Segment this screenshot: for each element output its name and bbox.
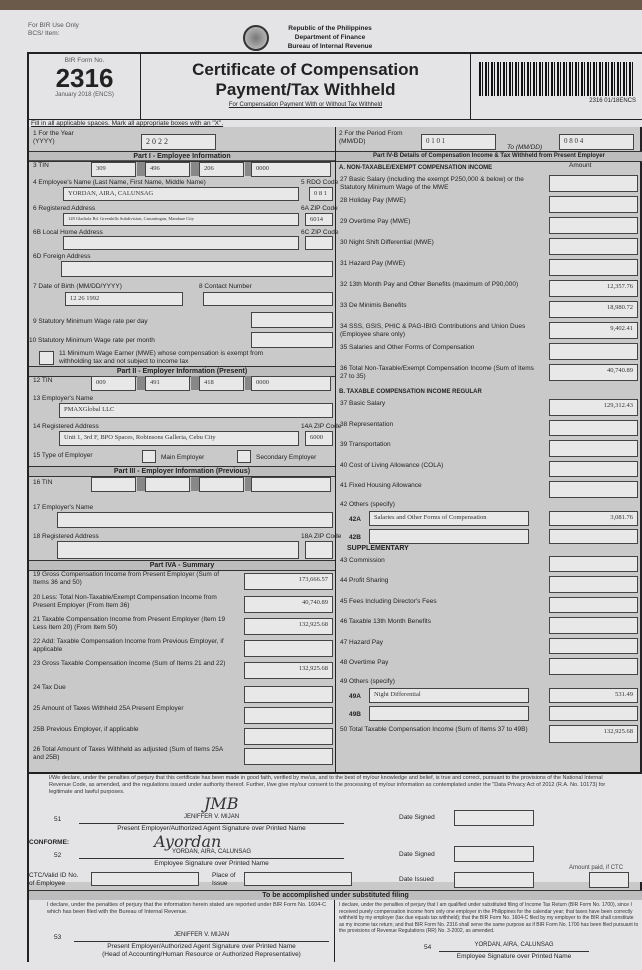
secondary-employer-checkbox[interactable] (237, 450, 251, 463)
department-text: Department of Finance (294, 34, 366, 41)
item-33-field[interactable]: 18,980.72 (549, 301, 638, 318)
item-38-field[interactable] (549, 420, 638, 437)
employer-name-label: 13 Employer's Name (33, 395, 94, 402)
part2-header: Part II - Employer Information (Present) (29, 366, 335, 377)
prev-employer-tin-segment[interactable] (251, 477, 331, 492)
ctc-amount-label: Amount paid, if CTC (569, 865, 624, 871)
item-42a-specify-field[interactable]: Salaries and Other Forms of Compensation (369, 511, 529, 526)
prev-employer-tin-segment[interactable] (199, 477, 244, 492)
sig53-caption: Present Employer/Authorized Agent Signature over Printed Name (107, 943, 296, 950)
item-50-label: 50 Total Taxable Compensation Income (Sum of Items 37 to 49B) (340, 725, 528, 733)
item-49b-specify-field[interactable] (369, 706, 529, 721)
prev-employer-name-label: 17 Employer's Name (33, 504, 94, 511)
item-27-label: 27 Basic Salary (including the exempt P250,000 & below) or the Statutory Minimum Wage of the MWE (340, 176, 524, 191)
employee-tin-segment[interactable]: 496 (145, 162, 190, 177)
summary-item-19-field[interactable]: 173,666.57 (244, 573, 333, 590)
for-bir-label: For BIR Use Only (28, 22, 79, 29)
prev-employer-address-field[interactable] (57, 541, 299, 559)
substituted-filing-header: To be accomplished under substituted filing (29, 890, 642, 901)
item-31-field[interactable] (549, 259, 638, 276)
barcode-code: 2316 01/18ENCS (589, 98, 636, 104)
employee-tin-segment[interactable]: 206 (199, 162, 244, 177)
tin-label: 3 TIN (33, 162, 49, 169)
item-39-field[interactable] (549, 440, 638, 457)
zip-label: 6A ZIP Code (301, 205, 338, 212)
contact-field[interactable] (203, 292, 333, 306)
summary-item-26-field[interactable] (244, 748, 333, 765)
item-32-field[interactable]: 12,357.76 (549, 280, 638, 297)
employer-printed-name: JENIFFER V. MIJAN (79, 814, 344, 824)
item-48-label: 48 Overtime Pay (340, 659, 389, 666)
item-40-field[interactable] (549, 461, 638, 478)
period-from-field[interactable]: 0 1 0 1 (421, 134, 496, 150)
summary-item-21-field[interactable]: 132,925.68 (244, 618, 333, 635)
employee-tin-segment[interactable]: 309 (91, 162, 136, 177)
local-address-label: 6B Local Home Address (33, 229, 103, 236)
prev-employer-tin-segment[interactable] (145, 477, 190, 492)
date-issued-label: Date Issued (399, 876, 434, 883)
prev-employer-name-field[interactable] (57, 512, 333, 528)
rdo-field[interactable]: 0 8 1 (309, 187, 333, 201)
instructions: Fill in all applicable spaces. Mark all appropriate boxes with an "X". (29, 119, 642, 127)
summary-item-22-field[interactable] (244, 640, 333, 657)
main-employer-checkbox[interactable] (142, 450, 156, 463)
date-issued-field[interactable] (454, 872, 534, 888)
item-27-field[interactable] (549, 175, 638, 192)
others49-label: 49 Others (specify) (340, 677, 395, 685)
item54-number: 54 (424, 944, 432, 951)
employee-signature: Ayordan (154, 832, 222, 851)
employer-address-field[interactable]: Unit 1, 3rd F, BPO Spaces, Robinsons Galleria, Cebu City (59, 431, 299, 446)
item-47-label: 47 Hazard Pay (340, 638, 383, 646)
item-48-field[interactable] (549, 658, 638, 675)
item-50-field[interactable]: 132,925.68 (549, 725, 638, 743)
part1-header: Part I - Employee Information (29, 151, 335, 162)
sig54-caption: Employee Signature over Printed Name (456, 953, 572, 960)
dob-label: 7 Date of Birth (MM/DD/YYYY) (33, 283, 122, 290)
employer-tin-segment[interactable]: 009 (91, 376, 136, 391)
section-a-title: A. NON-TAXABLE/EXEMPT COMPENSATION INCOME (339, 165, 493, 171)
item-49a-specify-field[interactable]: Night Differential (369, 688, 529, 703)
form-title-line2: Payment/Tax Withheld (215, 80, 396, 99)
date-signed-field-51[interactable] (454, 810, 534, 826)
summary-item-label: 22 Add: Taxable Compensation Income from Previous Employer, if applicable (33, 638, 224, 653)
employer-zip-field[interactable]: 6000 (305, 431, 333, 446)
prev-zip-label: 18A ZIP Code (301, 533, 342, 540)
summary-item-25-field[interactable] (244, 707, 333, 724)
column-divider (335, 127, 336, 862)
local-zip-label: 6C ZIP Code (301, 229, 339, 236)
employer-type-label: 15 Type of Employer (33, 452, 93, 459)
part4b-header: Part IV-B Details of Compensation Income & Tax Withheld from Present Employer (336, 151, 642, 162)
period-label: 2 For the Period From (MM/DD) (339, 130, 403, 145)
item-28-label: 28 Holiday Pay (MWE) (340, 197, 406, 204)
item-41-field[interactable] (549, 481, 638, 498)
ctc-amount-field[interactable] (589, 872, 629, 888)
employer-tin-segment[interactable]: 418 (199, 376, 244, 391)
employer-signature-caption: Present Employer/Authorized Agent Signature over Printed Name (117, 825, 306, 832)
conforme-label: CONFORME: (29, 839, 70, 846)
employee-tin-segment[interactable]: 0000 (251, 162, 331, 177)
item-47-field[interactable] (549, 638, 638, 655)
item-42b-label: 42B (349, 533, 361, 541)
item-42b-amount-field[interactable] (549, 529, 638, 544)
employee-name-field[interactable]: YORDAN, AIRA, CALUNSAG (63, 187, 299, 201)
form-title-line1: Certificate of Compensation (192, 60, 419, 79)
summary-item-label: 19 Gross Compensation Income from Present Employer (Sum of Items 36 and 50) (33, 571, 220, 586)
item-49b-amount-field[interactable] (549, 706, 638, 721)
item-36-field[interactable]: 40,740.89 (549, 364, 638, 381)
summary-item-23-field[interactable]: 132,925.68 (244, 662, 333, 679)
smw-month-field[interactable] (251, 332, 333, 348)
bir-seal-icon (243, 25, 269, 51)
ctc-id-field[interactable] (91, 872, 199, 886)
item-31-label: 31 Hazard Pay (MWE) (340, 260, 406, 267)
sig53-caption2: (Head of Accounting/Human Resource or Authorized Representative) (102, 951, 301, 958)
mwe-label: 11 Minimum Wage Earner (MWE) whose compensation is exempt from withholding tax and not subject to income tax (59, 350, 264, 365)
employer-signature: JMB (204, 794, 239, 813)
barcode-icon (479, 62, 634, 96)
year-label: 1 For the Year (YYYY) (33, 130, 74, 145)
amount-header: Amount (569, 162, 592, 169)
local-zip-field[interactable] (305, 236, 333, 250)
item-43-field[interactable] (549, 556, 638, 573)
item-42a-label: 42A (349, 515, 361, 523)
employer-tin-segment[interactable]: 0000 (251, 376, 331, 391)
item-46-field[interactable] (549, 617, 638, 634)
form-subtitle: For Compensation Payment With or Without Tax Withheld (228, 102, 383, 108)
item-44-label: 44 Profit Sharing (340, 577, 389, 584)
prev-zip-field[interactable] (305, 541, 333, 559)
item53-number: 53 (54, 934, 62, 941)
item-37-label: 37 Basic Salary (340, 400, 386, 407)
item-45-field[interactable] (549, 597, 638, 614)
summary-item-20-field[interactable]: 40,740.89 (244, 596, 333, 613)
undefined (29, 160, 335, 161)
item51-number: 51 (54, 816, 62, 823)
item-44-field[interactable] (549, 576, 638, 593)
item-37-field[interactable]: 129,312.43 (549, 399, 638, 416)
zip-field[interactable]: 6014 (305, 213, 333, 226)
item-45-label: 45 Fees Including Director's Fees (340, 597, 437, 605)
form-number: 2316 (55, 63, 114, 93)
registered-address-field[interactable]: 128 Gladiola Rd. Greenhills Subdivision, Casuntingan, Mandaue City (63, 213, 299, 226)
employee-signature-caption: Employee Signature over Printed Name (154, 860, 269, 867)
item-42b-specify-field[interactable] (369, 529, 529, 544)
smw-month-label: 10 Statutory Minimum Wage rate per month (29, 337, 155, 344)
summary-item-label: 23 Gross Taxable Compensation Income (Sum of Items 21 and 22) (33, 660, 226, 667)
employer-zip-label: 14A ZIP Code (301, 423, 342, 430)
section-b-title: B. TAXABLE COMPENSATION INCOME REGULAR (339, 389, 482, 395)
bureau-text: Bureau of Internal Revenue (287, 43, 373, 50)
substituted-divider (334, 900, 335, 962)
smw-day-field[interactable] (251, 312, 333, 328)
item52-number: 52 (54, 852, 62, 859)
item-30-field[interactable] (549, 238, 638, 255)
item-29-field[interactable] (549, 217, 638, 234)
place-of-issue-field[interactable] (244, 872, 352, 886)
substituted-right-declaration: I declare, under the penalties of perjury that I am qualified under substituted filing of Income Tax Return (BIR Form No. 1700), since I received purely compensation income from only one employer in the Philippines for the calendar year; that taxes have been correctly withheld by my employer (tax due equals tax withheld); that the BIR Form No. 1604-C filed by my employer to the BIR shall constitute as my income tax return; and that BIR Form No. 2316 shall serve the same purpose as if BIR Form No. 1700 has been filed pursuant to the provisions of Revenue Regulations (RR) No. 3-2002, as amended. (339, 902, 639, 934)
item-39-label: 39 Transportation (340, 441, 391, 448)
summary-item-label: 26 Total Amount of Taxes Withheld as adjusted (Sum of Items 25A and 25B) (33, 746, 223, 761)
item-42a-amount-field[interactable]: 3,081.76 (549, 511, 638, 526)
registered-address-label: 6 Registered Address (33, 205, 96, 212)
item-33-label: 33 De Minimis Benefits (340, 302, 407, 309)
item-38-label: 38 Representation (340, 420, 394, 428)
summary-item-25B-field[interactable] (244, 728, 333, 745)
barcode-box (471, 54, 642, 119)
form-no-label: BIR Form No. (64, 57, 105, 64)
item-46-label: 46 Taxable 13th Month Benefits (340, 618, 431, 625)
bcs-label: BCS/ Item: (28, 30, 60, 37)
period-to-label: To (MM/DD) (507, 144, 543, 151)
employer-name-field[interactable]: PMAXGlobal LLC (59, 403, 333, 418)
item-30-label: 30 Night Shift Differential (MWE) (340, 239, 434, 246)
item-28-field[interactable] (549, 196, 638, 213)
dob-field[interactable]: 12 26 1992 (65, 292, 183, 306)
summary-item-label: 21 Taxable Compensation Income from Present Employer (Item 19 Less Item 20) (From Item 50) (33, 616, 226, 631)
item-35-field[interactable] (549, 343, 638, 360)
foreign-address-label: 6D Foreign Address (33, 253, 91, 260)
summary-item-24-field[interactable] (244, 686, 333, 703)
date-signed-label-51: Date Signed (399, 814, 435, 821)
prev-employer-address-label: 18 Registered Address (33, 533, 99, 540)
substituted-left-declaration: I declare, under the penalties of perjury that the information herein stated are reported under BIR Form No. 1604-C which has been filed with the Bureau of Internal Revenue. (47, 902, 327, 915)
item-29-label: 29 Overtime Pay (MWE) (340, 218, 411, 225)
supplementary-title: SUPPLEMENTARY (347, 544, 409, 552)
foreign-address-field[interactable] (61, 261, 333, 277)
place-of-issue-label: Place of Issue (212, 872, 236, 887)
others42-label: 42 Others (specify) (340, 500, 395, 508)
signature-area (29, 798, 642, 882)
agency-header (270, 24, 390, 51)
employee-printed-name: YORDAN, AIRA, CALUNSAG (79, 849, 344, 859)
local-address-field[interactable] (63, 236, 299, 250)
form-title-box (141, 54, 471, 119)
summary-item-label: 20 Less: Total Non-Taxable/Exempt Compensation Income from Present Employer (From Item 36) (33, 594, 217, 609)
photo-background-edge (0, 0, 642, 10)
employer-tin-label: 12 TIN (33, 377, 53, 384)
summary-item-label: 24 Tax Due (33, 684, 66, 691)
item-34-field[interactable]: 9,402.41 (549, 322, 638, 339)
bir-use-only (28, 22, 79, 38)
year-field[interactable]: 2 0 2 2 (141, 134, 216, 150)
sig53-printed-name: JENIFFER V. MIJAN (74, 932, 329, 942)
form-date: January 2018 (ENCS) (55, 92, 114, 98)
item-49a-label: 49A (349, 692, 361, 700)
date-signed-label-52: Date Signed (399, 851, 435, 858)
employer-address-label: 14 Registered Address (33, 423, 99, 430)
ctc-id-label: CTC/Valid ID No. of Employee (29, 872, 79, 887)
period-to-field[interactable]: 0 8 0 4 (559, 134, 634, 150)
item-36-label: 36 Total Non-Taxable/Exempt Compensation Income (Sum of Items 27 to 35) (340, 365, 534, 380)
item-32-label: 32 13th Month Pay and Other Benefits (maximum of P90,000) (340, 281, 519, 288)
secondary-employer-label: Secondary Employer (256, 454, 317, 461)
summary-item-label: 25B Previous Employer, if applicable (33, 726, 139, 733)
employer-tin-segment[interactable]: 491 (145, 376, 190, 391)
sig54-printed-name: YORDAN, AIRA, CALUNSAG (439, 942, 589, 952)
item-34-label: 34 SSS, GSIS, PHIC & PAG-IBIG Contributions and Union Dues (Employee share only) (340, 323, 526, 338)
summary-item-label: 25 Amount of Taxes Withheld 25A Present Employer (33, 705, 184, 712)
item-40-label: 40 Cost of Living Allowance (COLA) (340, 461, 444, 469)
employee-name-label: 4 Employee's Name (Last Name, First Name, Middle Name) (33, 179, 206, 186)
prev-tin-label: 16 TIN (33, 479, 53, 486)
part4a-header: Part IVA - Summary (29, 560, 335, 571)
smw-day-label: 9 Statutory Minimum Wage rate per day (33, 318, 148, 325)
part3-header: Part III - Employer Information (Previous) (29, 466, 335, 477)
republic-text: Republic of the Philippines (288, 25, 372, 32)
bir-form-2316 (27, 52, 642, 962)
rdo-label: 5 RDO Code (301, 179, 339, 186)
form-number-box (29, 54, 141, 119)
prev-employer-tin-segment[interactable] (91, 477, 136, 492)
contact-label: 8 Contact Number (199, 283, 252, 290)
item-49b-label: 49B (349, 710, 361, 718)
item-35-label: 35 Salaries and Other Forms of Compensation (340, 344, 475, 351)
main-employer-label: Main Employer (161, 454, 205, 461)
item-43-label: 43 Commission (340, 556, 385, 564)
item-49a-amount-field[interactable]: 531.49 (549, 688, 638, 703)
declaration-text: I/We declare, under the penalties of perjury that this certificate has been made in good faith, verified by me/us, and to the best of my/our knowledge and belief, is true and correct, pursuant to the provisions of the National Internal Revenue Code, as amended, and the regulations issued under authority thereof. Further, I/we give my/our consent to the processing of my/our information as contemplated under the "Data Privacy Act of 2012 (R.A. No. 10173) for legitimate and lawful purposes. (29, 772, 642, 798)
mwe-checkbox[interactable] (39, 351, 54, 365)
date-signed-field-52[interactable] (454, 846, 534, 862)
item-41-label: 41 Fixed Housing Allowance (340, 482, 422, 489)
